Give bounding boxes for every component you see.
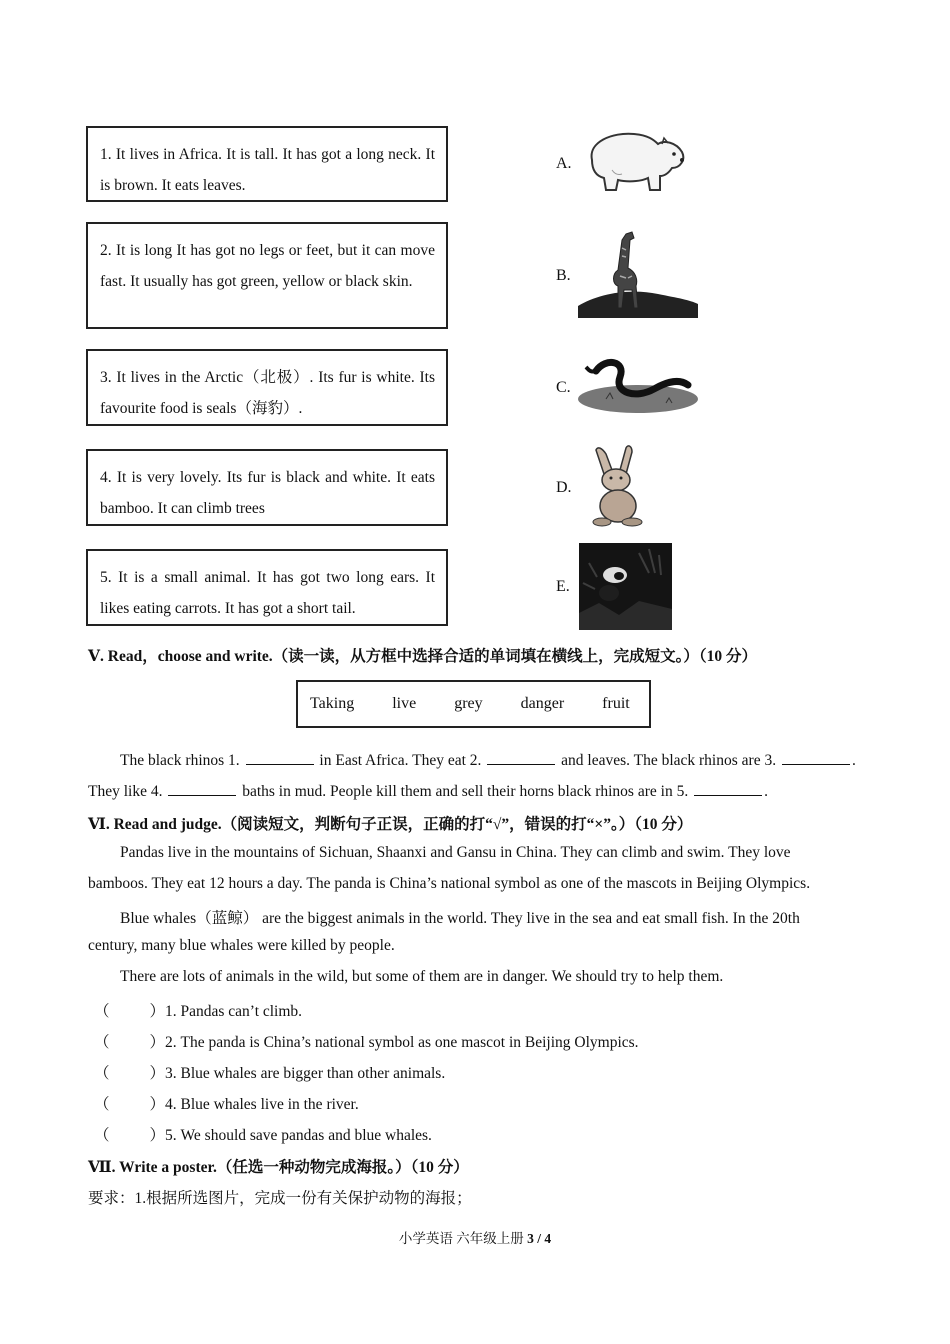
word-bank-item: fruit <box>602 695 630 712</box>
section-7-heading: Ⅶ. Write a poster.（任选一种动物完成海报。）（10 分） <box>88 1159 469 1176</box>
option-letter-a: A. <box>556 155 572 172</box>
reading-passage-line: bamboos. They eat 12 hours a day. The panda is China’s national symbol as one of the mascots in Beijing Olympics. <box>88 875 811 892</box>
answer-paren[interactable]: （ <box>94 1127 110 1144</box>
judge-statement: ）5. We should save pandas and blue whales. <box>149 1127 432 1144</box>
answer-paren[interactable]: （ <box>94 1003 110 1020</box>
page-number: 3 / 4 <box>527 1231 552 1246</box>
cloze-text: and leaves. The black rhinos are 3. <box>561 752 777 769</box>
section-6-heading: Ⅵ. Read and judge.（阅读短文，判断句子正误，正确的打“√”，错误的打“×”。）（10 分） <box>88 816 693 833</box>
reading-passage-line: Pandas live in the mountains of Sichuan, Shaanxi and Gansu in China. They can climb and swim. They love <box>120 844 791 861</box>
description-box-1 <box>86 126 448 202</box>
cloze-text: They like 4. <box>88 783 163 800</box>
polar-bear-icon <box>582 130 690 196</box>
description-text: 2. It is long It has got no legs or feet, but it can move fast. It usually has got green, yellow or black skin. <box>100 242 435 290</box>
blank-3[interactable] <box>782 750 850 765</box>
judge-item-1 <box>94 999 302 1021</box>
word-bank-item: Taking <box>310 695 355 712</box>
judge-statement: ）3. Blue whales are bigger than other animals. <box>149 1065 446 1082</box>
cloze-passage-line-1 <box>120 750 856 770</box>
description-box-5 <box>86 549 448 626</box>
option-letter-d: D. <box>556 479 572 496</box>
snake-icon <box>576 355 700 417</box>
description-text: 5. It is a small animal. It has got two long ears. It likes eating carrots. It has got a short tail. <box>100 569 435 617</box>
cloze-text: in East Africa. They eat 2. <box>319 752 482 769</box>
answer-paren[interactable]: （ <box>94 1065 110 1082</box>
blank-5[interactable] <box>694 781 762 796</box>
option-letter-c: C. <box>556 379 571 396</box>
cloze-passage-line-2 <box>88 781 768 801</box>
judge-statement: ）4. Blue whales live in the river. <box>149 1096 359 1113</box>
cloze-text: . <box>851 752 856 769</box>
answer-paren[interactable]: （ <box>94 1034 110 1051</box>
blank-4[interactable] <box>168 781 236 796</box>
description-text: 4. It is very lovely. Its fur is black and white. It eats bamboo. It can climb trees <box>100 469 435 517</box>
section-5-heading: Ⅴ. Read，choose and write.（读一读，从方框中选择合适的单词填在横线上，完成短文。）（10 分） <box>88 648 758 665</box>
page-footer <box>0 1227 950 1247</box>
judge-statement: ）1. Pandas can’t climb. <box>149 1003 303 1020</box>
description-text: 1. It lives in Africa. It is tall. It has got a long neck. It is brown. It eats leaves. <box>100 146 435 194</box>
description-text: 3. It lives in the Arctic（北极）. Its fur is white. Its favourite food is seals（海豹）. <box>100 369 435 417</box>
giraffe-icon <box>578 228 700 320</box>
word-bank-item: live <box>392 695 417 712</box>
judge-item-2 <box>94 1030 639 1052</box>
description-box-2 <box>86 222 448 329</box>
cloze-text: baths in mud. People kill them and sell their horns black rhinos are in 5. <box>242 783 689 800</box>
option-letter-b: B. <box>556 267 571 284</box>
word-bank-box <box>296 680 651 728</box>
cloze-text: The black rhinos 1. <box>120 752 240 769</box>
rabbit-icon <box>586 444 646 530</box>
reading-passage-line: Blue whales（蓝鲸） are the biggest animals in the world. They live in the sea and eat small fish. In the 20th <box>120 910 800 927</box>
section-7-requirement: 要求：1.根据所选图片，完成一份有关保护动物的海报； <box>88 1190 472 1207</box>
blank-1[interactable] <box>246 750 314 765</box>
reading-passage-line: century, many blue whales were killed by people. <box>88 937 395 954</box>
judge-item-5 <box>94 1123 432 1145</box>
description-box-4 <box>86 449 448 526</box>
reading-passage-line: There are lots of animals in the wild, but some of them are in danger. We should try to help them. <box>120 968 724 985</box>
word-bank-item: grey <box>454 695 483 712</box>
judge-item-4 <box>94 1092 359 1114</box>
panda-photo <box>579 543 672 630</box>
option-letter-e: E. <box>556 578 570 595</box>
answer-paren[interactable]: （ <box>94 1096 110 1113</box>
word-bank-item: danger <box>520 695 565 712</box>
description-box-3 <box>86 349 448 426</box>
blank-2[interactable] <box>487 750 555 765</box>
cloze-text: . <box>764 783 768 800</box>
judge-statement: ）2. The panda is China’s national symbol as one mascot in Beijing Olympics. <box>149 1034 639 1051</box>
footer-text: 小学英语 六年级上册 <box>398 1231 528 1246</box>
judge-item-3 <box>94 1061 445 1083</box>
